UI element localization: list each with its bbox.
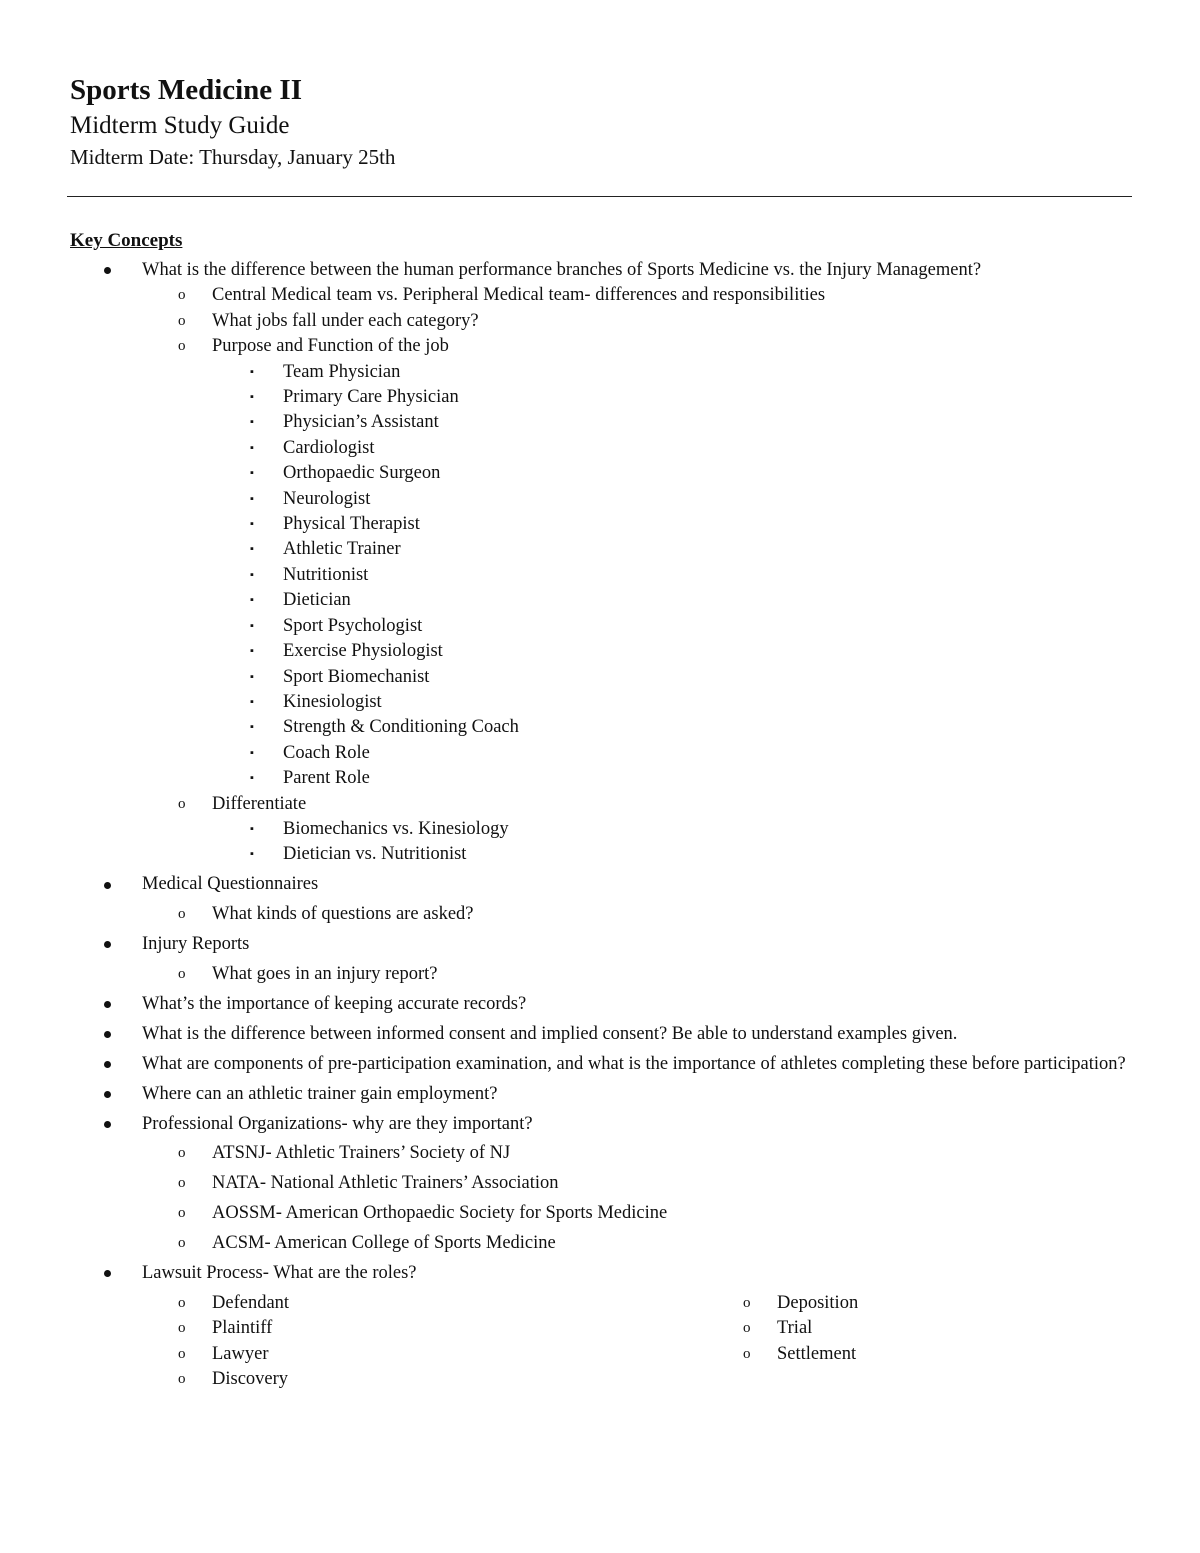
bullet-icon: [104, 1261, 111, 1286]
list-item: [0, 410, 1200, 435]
list-item: [0, 258, 1127, 283]
bullet-icon: [104, 1022, 111, 1047]
roles-right-column: [565, 1291, 1165, 1368]
list-item-text: What kinds of questions are asked?: [212, 904, 474, 925]
list-item: [0, 283, 1200, 308]
study-guide-list: [0, 258, 1200, 1393]
list-item-text: Biomechanics vs. Kinesiology: [283, 818, 509, 839]
square-bullet-icon: ▪: [250, 670, 254, 683]
list-item: [0, 512, 1200, 537]
square-bullet-icon: ▪: [250, 492, 254, 505]
list-item-text: Exercise Physiologist: [283, 641, 443, 662]
list-item: [565, 1291, 1165, 1317]
list-item-text: Defendant: [212, 1292, 290, 1313]
list-item: [0, 1201, 1200, 1226]
list-item: [0, 766, 1200, 791]
list-item-text: Lawyer: [212, 1343, 269, 1364]
bullet-icon: [104, 932, 111, 957]
circle-bullet-icon: o: [743, 1345, 751, 1362]
square-bullet-icon: ▪: [250, 543, 254, 556]
circle-bullet-icon: o: [178, 1320, 186, 1337]
circle-bullet-icon: o: [178, 1345, 186, 1362]
bullet-icon: [104, 1052, 111, 1077]
list-item-text: Lawsuit Process- What are the roles?: [142, 1263, 417, 1284]
list-item: [0, 334, 1200, 359]
list-item: [0, 385, 1200, 410]
list-item: [0, 690, 1200, 715]
list-item: [0, 992, 1200, 1017]
list-item: [0, 1022, 1127, 1047]
list-item-text: Cardiologist: [283, 437, 375, 458]
list-item-text: What jobs fall under each category?: [212, 310, 479, 331]
list-item-text: What is the difference between the human performance branches of Sports Medicine vs. the Injury Management?: [142, 260, 982, 280]
list-item-text: Injury Reports: [142, 934, 250, 955]
horizontal-divider: [67, 196, 1132, 197]
list-item: [0, 1291, 600, 1317]
document-title: Sports Medicine II: [70, 74, 302, 106]
square-bullet-icon: ▪: [250, 391, 254, 404]
list-item-text: Primary Care Physician: [283, 387, 459, 408]
bullet-icon: [104, 1082, 111, 1107]
list-item: [0, 1082, 1200, 1107]
list-item: [0, 792, 1200, 817]
circle-bullet-icon: o: [178, 1371, 186, 1388]
circle-bullet-icon: o: [178, 795, 186, 812]
list-item: [0, 563, 1200, 588]
square-bullet-icon: ▪: [250, 467, 254, 480]
list-item-text: Physician’s Assistant: [283, 412, 439, 433]
list-item-text: Trial: [777, 1318, 813, 1339]
circle-bullet-icon: o: [743, 1294, 751, 1311]
list-item: [0, 1367, 600, 1393]
circle-bullet-icon: o: [178, 1175, 186, 1192]
bullet-icon: [104, 258, 111, 283]
list-item: [0, 741, 1200, 766]
circle-bullet-icon: o: [178, 1294, 186, 1311]
list-item-text: Neurologist: [283, 488, 371, 509]
circle-bullet-icon: o: [743, 1320, 751, 1337]
list-item: [0, 1342, 600, 1368]
square-bullet-icon: ▪: [250, 441, 254, 454]
list-item-text: Sport Biomechanist: [283, 666, 430, 687]
list-item: [0, 1316, 600, 1342]
lawsuit-roles-columns: [0, 1291, 1200, 1393]
circle-bullet-icon: o: [178, 906, 186, 923]
document-header: [70, 70, 395, 172]
list-item: [0, 1141, 1200, 1166]
list-item: [0, 962, 1200, 987]
list-item-text: Purpose and Function of the job: [212, 336, 449, 357]
list-item-text: Plaintiff: [212, 1318, 273, 1339]
list-item-text: Dietician: [283, 590, 351, 611]
circle-bullet-icon: o: [178, 338, 186, 355]
list-item: [0, 817, 1200, 842]
list-item-text: Where can an athletic trainer gain employment?: [142, 1083, 498, 1104]
square-bullet-icon: ▪: [250, 695, 254, 708]
list-item-text: Settlement: [777, 1343, 857, 1364]
square-bullet-icon: ▪: [250, 746, 254, 759]
list-item-text: Orthopaedic Surgeon: [283, 463, 441, 484]
list-item: [0, 932, 1200, 957]
list-item: [0, 360, 1200, 385]
list-item-text: Athletic Trainer: [283, 539, 401, 560]
bullet-icon: [104, 992, 111, 1017]
square-bullet-icon: ▪: [250, 619, 254, 632]
list-item-text: What is the difference between informed consent and implied consent? Be able to understand examples given.: [142, 1023, 958, 1044]
circle-bullet-icon: o: [178, 1145, 186, 1162]
list-item: [0, 902, 1200, 927]
square-bullet-icon: ▪: [250, 721, 254, 734]
list-item-text: ATSNJ- Athletic Trainers’ Society of NJ: [212, 1143, 511, 1164]
square-bullet-icon: ▪: [250, 568, 254, 581]
bullet-icon: [104, 1112, 111, 1137]
square-bullet-icon: ▪: [250, 822, 254, 835]
list-item-text: Team Physician: [283, 361, 401, 382]
list-item-text: What are components of pre-participation examination, and what is the importance of athletes completing these before participation?: [142, 1053, 1126, 1074]
list-item: [0, 715, 1200, 740]
list-item: [0, 1052, 1127, 1077]
list-item: [0, 1171, 1200, 1196]
list-item: [0, 461, 1200, 486]
list-item-text: Professional Organizations- why are they important?: [142, 1113, 533, 1134]
list-item: [565, 1342, 1165, 1368]
list-item-text: Nutritionist: [283, 564, 369, 585]
list-item: [0, 639, 1200, 664]
list-item-text: Kinesiologist: [283, 691, 382, 712]
list-item-text: Parent Role: [283, 768, 370, 789]
list-item-text: NATA- National Athletic Trainers’ Association: [212, 1173, 559, 1194]
list-item-text: Sport Psychologist: [283, 615, 423, 636]
circle-bullet-icon: o: [178, 312, 186, 329]
list-item-text: Differentiate: [212, 793, 307, 814]
list-item-text: AOSSM- American Orthopaedic Society for Sports Medicine: [212, 1203, 668, 1224]
list-item-text: Medical Questionnaires: [142, 874, 319, 895]
circle-bullet-icon: o: [178, 965, 186, 982]
section-title: Key Concepts: [70, 230, 183, 251]
list-item: [0, 1261, 1200, 1286]
list-item: [0, 537, 1200, 562]
list-item-text: What’s the importance of keeping accurate records?: [142, 993, 527, 1014]
list-item: [565, 1316, 1165, 1342]
square-bullet-icon: ▪: [250, 518, 254, 531]
list-item-text: ACSM- American College of Sports Medicine: [212, 1233, 556, 1254]
list-item: [0, 665, 1200, 690]
list-item-text: What goes in an injury report?: [212, 963, 438, 984]
list-item: [0, 872, 1200, 897]
list-item-text: Coach Role: [283, 742, 370, 763]
list-item: [0, 487, 1200, 512]
circle-bullet-icon: o: [178, 1205, 186, 1222]
list-item-text: Dietician vs. Nutritionist: [283, 844, 467, 865]
list-item: [0, 309, 1200, 334]
document-subtitle: Midterm Study Guide: [70, 112, 290, 139]
list-item-text: Strength & Conditioning Coach: [283, 717, 519, 738]
list-item: [0, 614, 1200, 639]
bullet-icon: [104, 872, 111, 897]
list-item-text: Discovery: [212, 1369, 289, 1390]
list-item: [0, 588, 1200, 613]
square-bullet-icon: ▪: [250, 848, 254, 861]
list-item-text: Central Medical team vs. Peripheral Medical team- differences and responsibilities: [212, 285, 826, 306]
midterm-date: Midterm Date: Thursday, January 25th: [70, 145, 396, 169]
list-item: [0, 1231, 1200, 1256]
square-bullet-icon: ▪: [250, 645, 254, 658]
list-item-text: Deposition: [777, 1292, 859, 1313]
square-bullet-icon: ▪: [250, 365, 254, 378]
roles-left-column: [0, 1291, 600, 1393]
circle-bullet-icon: o: [178, 1235, 186, 1252]
list-item: [0, 842, 1200, 867]
square-bullet-icon: ▪: [250, 416, 254, 429]
square-bullet-icon: ▪: [250, 594, 254, 607]
list-item: [0, 1112, 1200, 1137]
circle-bullet-icon: o: [178, 287, 186, 304]
list-item: [0, 436, 1200, 461]
list-item-text: Physical Therapist: [283, 514, 420, 535]
square-bullet-icon: ▪: [250, 772, 254, 785]
